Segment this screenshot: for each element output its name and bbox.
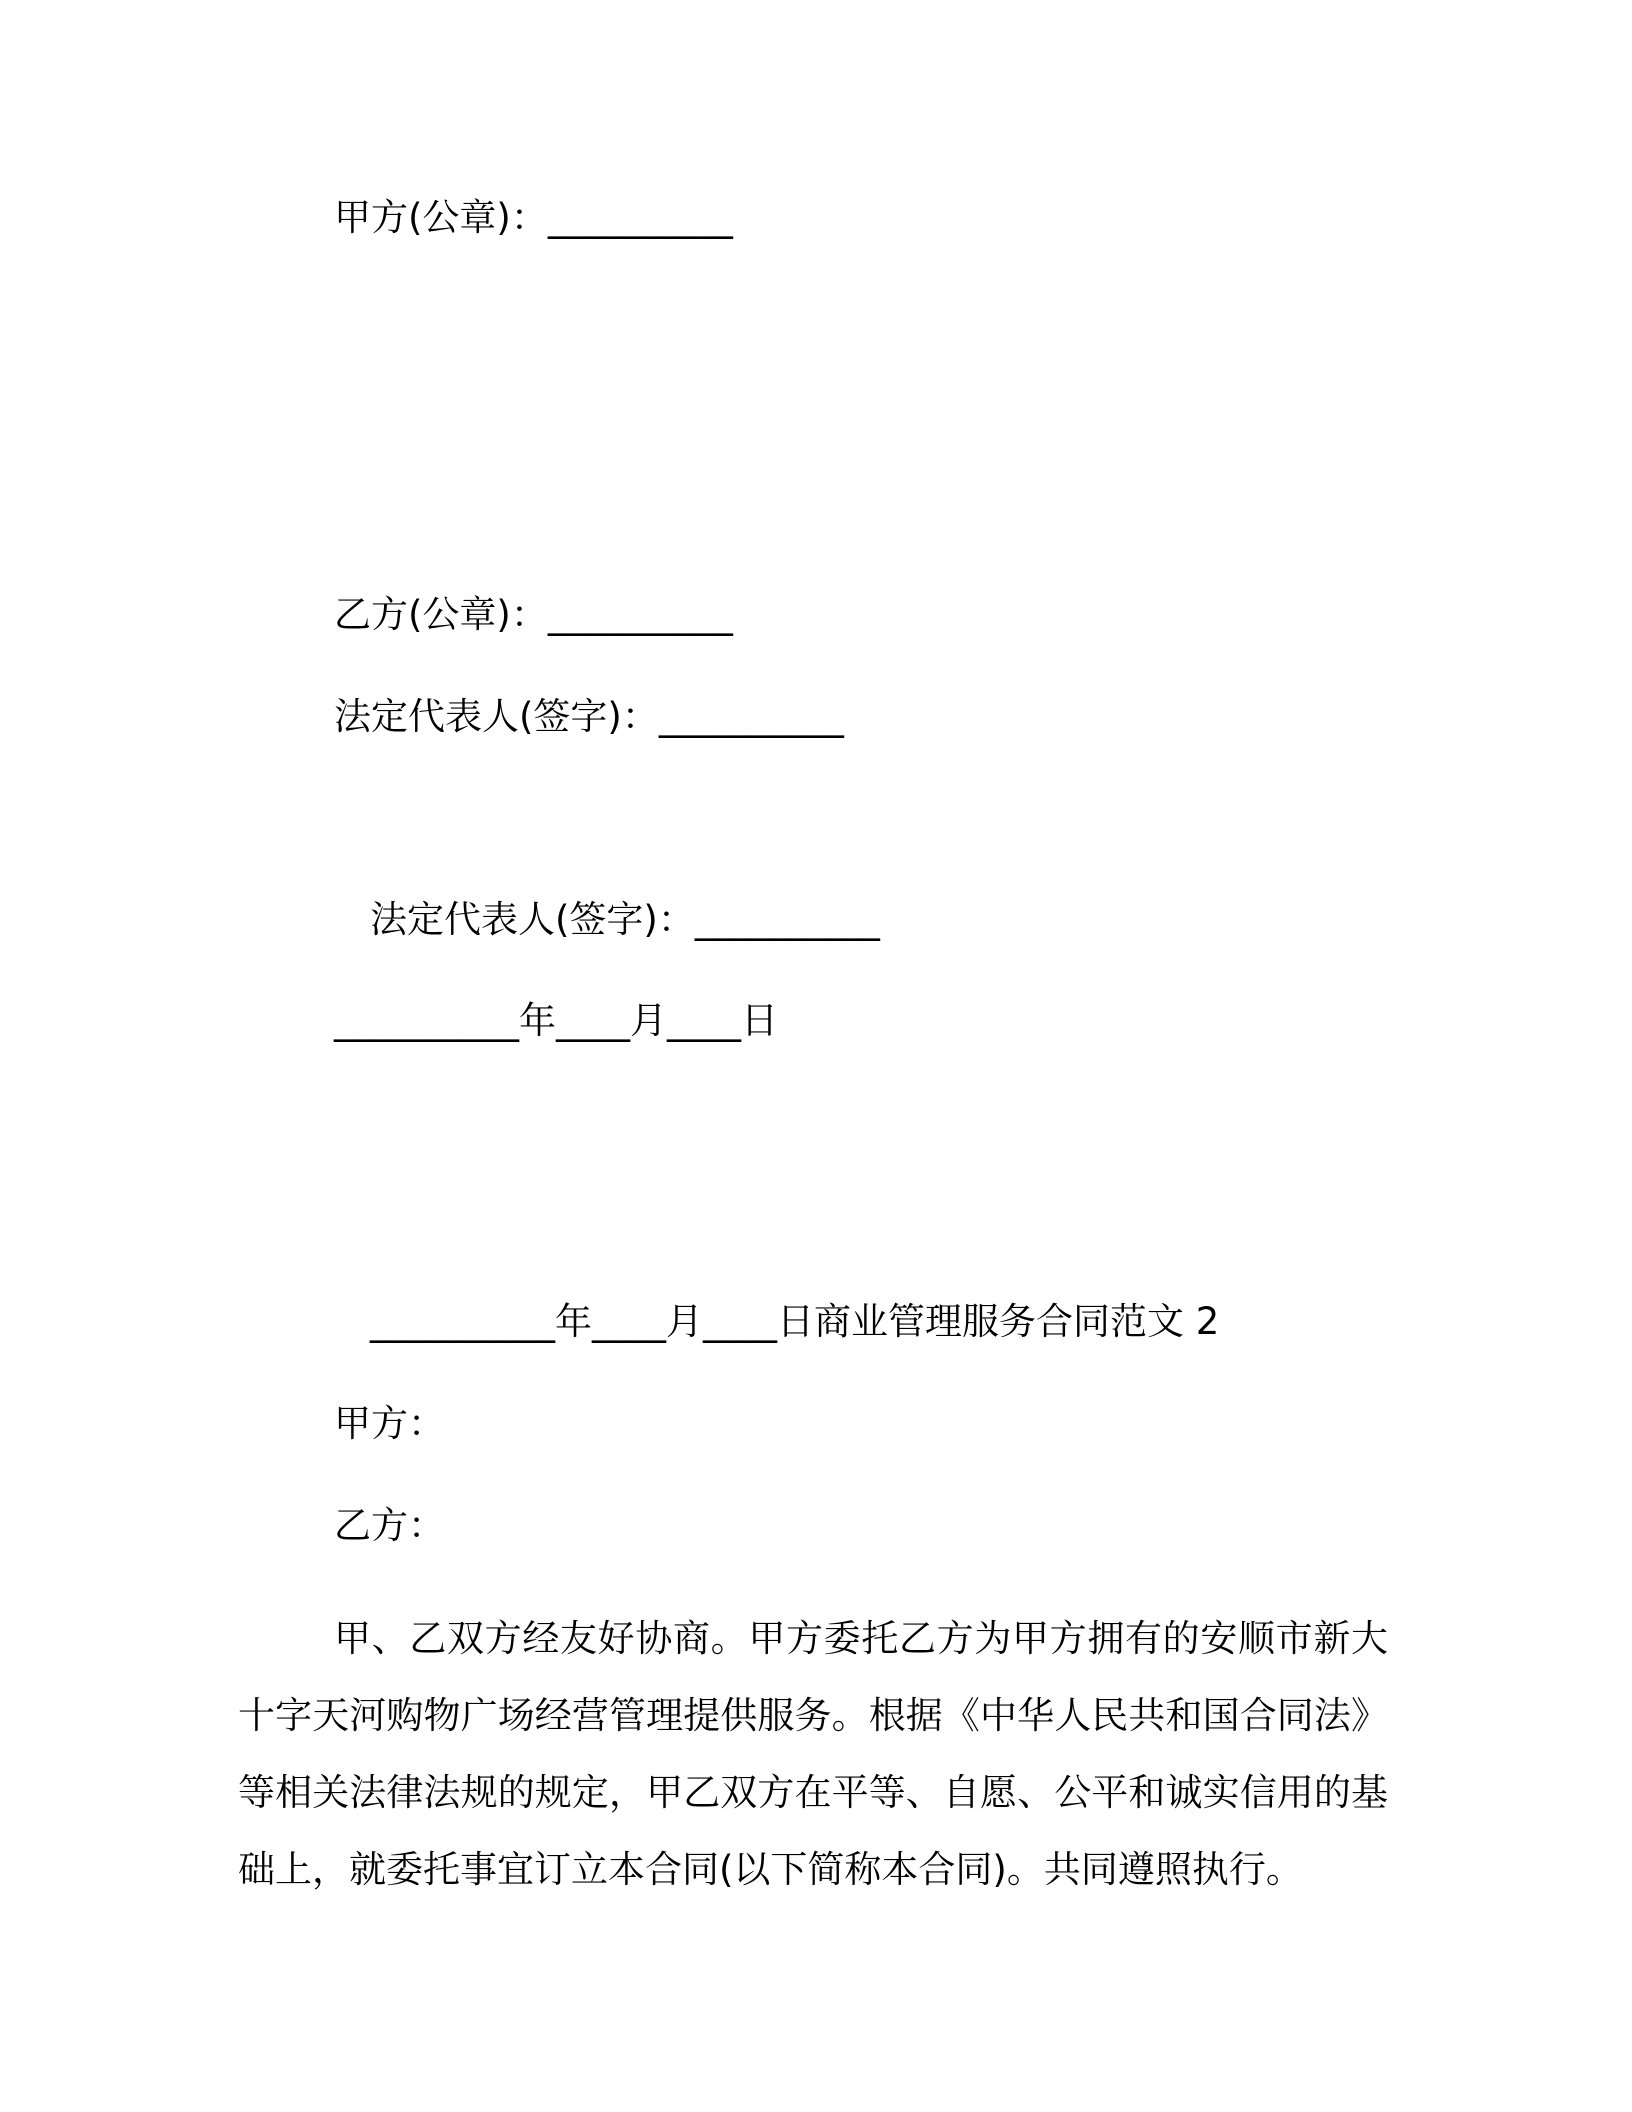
- contract-title: __________年____月____日商业管理服务合同范文 2: [370, 1300, 1220, 1343]
- party-b-label: 乙方：: [334, 1504, 445, 1547]
- party-b-seal-line: 乙方(公章)：__________: [334, 593, 733, 636]
- legal-representative-signature-line: 法定代表人(签字)：__________: [334, 695, 844, 738]
- signing-date-line: __________年____月____日: [334, 999, 778, 1042]
- party-a-label: 甲方：: [334, 1402, 445, 1445]
- contract-intro-paragraph: 甲、乙双方经友好协商。甲方委托乙方为甲方拥有的安顺市新大十字天河购物广场经营管理提供服务。根据《中华人民共和国合同法》等相关法律法规的规定，甲乙双方在平等、自愿、公平和诚实信用的基础上，就委托事宜订立本合同(以下简称本合同)。共同遵照执行。: [238, 1617, 1388, 1891]
- party-a-seal-line: 甲方(公章)：__________: [334, 196, 733, 239]
- legal-representative-signature-line-2: 法定代表人(签字)：__________: [370, 898, 880, 941]
